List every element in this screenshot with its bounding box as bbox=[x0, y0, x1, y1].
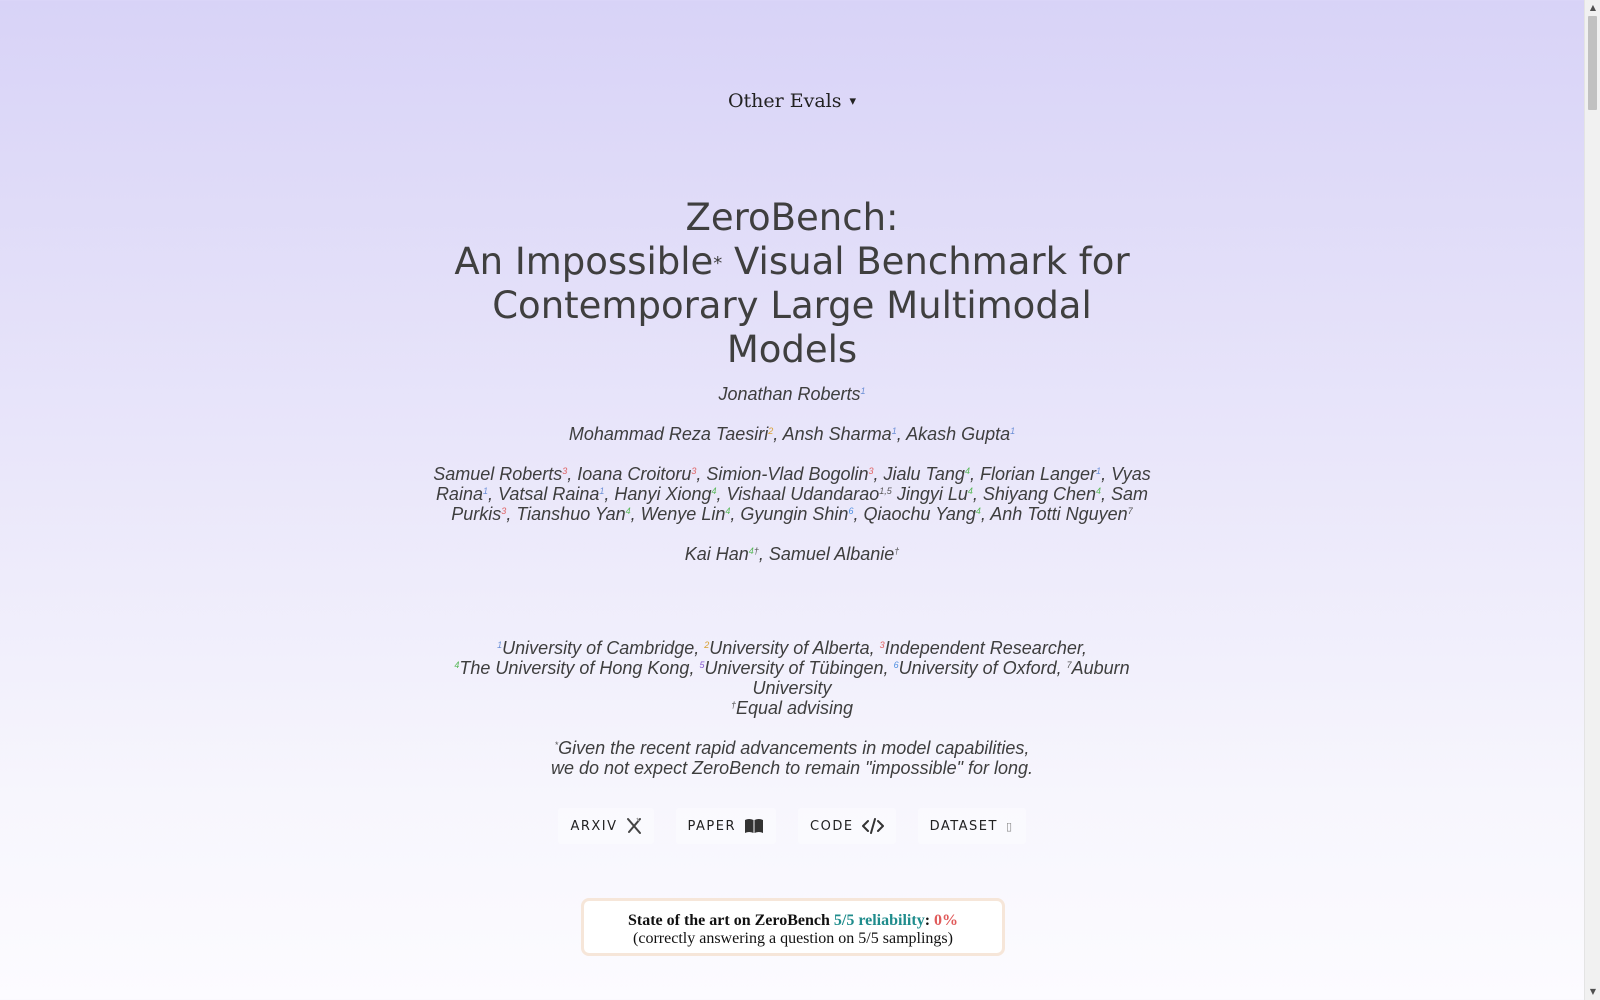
author-affiliation-mark: 3 bbox=[868, 466, 874, 476]
author-name: Ioana Croitoru bbox=[577, 464, 692, 484]
author-affiliation-mark: 1 bbox=[482, 486, 488, 496]
author-name: Gyungin Shin bbox=[740, 504, 849, 524]
code-label: CODE bbox=[810, 818, 854, 834]
author-name: Vatsal Raina bbox=[498, 484, 600, 504]
author-dagger-mark: † bbox=[894, 546, 900, 556]
author-name: Kai Han bbox=[684, 544, 749, 564]
author-separator: , bbox=[506, 504, 517, 524]
aff-mark-1: 1 bbox=[497, 640, 503, 650]
author-separator: , bbox=[980, 504, 991, 524]
author-affiliation-mark: 4 bbox=[975, 506, 981, 516]
dataset-icon: ▯ bbox=[1005, 819, 1014, 833]
arxiv-label: ARXIV bbox=[570, 818, 618, 834]
page-title bbox=[0, 196, 1584, 372]
author-affiliation-mark: 1 bbox=[891, 426, 897, 436]
author-group-2 bbox=[420, 424, 1164, 444]
author-separator: , bbox=[972, 484, 983, 504]
author-name: Jonathan Roberts bbox=[718, 384, 861, 404]
arxiv-button[interactable] bbox=[558, 808, 653, 844]
impossible-footnote bbox=[420, 738, 1164, 778]
affiliations-line-3 bbox=[420, 698, 1164, 718]
author-name: Akash Gupta bbox=[906, 424, 1011, 444]
book-icon bbox=[744, 818, 764, 834]
author-separator: , bbox=[716, 484, 727, 504]
author-affiliation-mark: 4 bbox=[748, 546, 754, 556]
author-name: Samuel Albanie bbox=[768, 544, 895, 564]
title-line-2a: An Impossible bbox=[454, 240, 714, 283]
author-name: Simion-Vlad Bogolin bbox=[706, 464, 869, 484]
title-line-2 bbox=[0, 240, 1584, 284]
arxiv-icon bbox=[626, 817, 642, 835]
author-separator: , bbox=[1101, 464, 1112, 484]
author-affiliation-mark: 1 bbox=[1010, 426, 1016, 436]
equal-advising-text: Equal advising bbox=[735, 698, 854, 718]
author-group-4 bbox=[420, 544, 1164, 564]
author-list bbox=[420, 384, 1164, 584]
affiliations-line-1 bbox=[420, 638, 1164, 658]
scroll-up-arrow-icon[interactable]: ▲ bbox=[1589, 3, 1597, 12]
author-separator: , bbox=[730, 504, 741, 524]
aff-alberta: University of Alberta, bbox=[709, 638, 880, 658]
author-name: Tianshuo Yan bbox=[516, 504, 626, 524]
caret-down-icon: ▾ bbox=[849, 93, 857, 109]
title-asterisk: * bbox=[713, 253, 723, 274]
link-buttons bbox=[0, 808, 1584, 844]
author-affiliation-mark: 6 bbox=[848, 506, 854, 516]
author-name: Jingyi Lu bbox=[896, 484, 968, 504]
author-name: Vyas Raina bbox=[435, 464, 1151, 504]
sota-box bbox=[581, 898, 1005, 956]
aff-oxford: University of Oxford, bbox=[898, 658, 1067, 678]
author-separator: , bbox=[758, 544, 769, 564]
author-separator: , bbox=[969, 464, 980, 484]
aff-auburn: Auburn University bbox=[752, 658, 1130, 698]
footnote-asterisk: * bbox=[554, 740, 559, 750]
author-separator: , bbox=[1101, 484, 1112, 504]
author-name: Hanyi Xiong bbox=[614, 484, 712, 504]
aff-mark-4: 4 bbox=[454, 660, 460, 670]
sota-colon: : bbox=[924, 912, 935, 929]
sota-subtitle: (correctly answering a question on 5/5 samplings) bbox=[633, 930, 953, 947]
author-name: Florian Langer bbox=[979, 464, 1097, 484]
author-affiliation-mark: 3 bbox=[501, 506, 507, 516]
author-group-1 bbox=[420, 384, 1164, 404]
author-affiliation-mark: 4 bbox=[967, 486, 973, 496]
author-separator: , bbox=[773, 424, 783, 444]
paper-label: PAPER bbox=[687, 818, 737, 834]
author-affiliation-mark: 3 bbox=[691, 466, 697, 476]
title-line-4: Models bbox=[726, 328, 858, 371]
footnote-text-1: Given the recent rapid advancements in model capabilities, bbox=[558, 738, 1030, 758]
author-affiliation-mark: 1 bbox=[860, 386, 866, 396]
author-dagger-mark: † bbox=[753, 546, 759, 556]
author-affiliation-mark: 4 bbox=[711, 486, 717, 496]
vertical-scrollbar[interactable] bbox=[1584, 0, 1600, 1000]
dataset-label: DATASET bbox=[929, 818, 998, 834]
aff-mark-2: 2 bbox=[704, 640, 710, 650]
author-name: Jialu Tang bbox=[883, 464, 965, 484]
aff-independent: Independent Researcher, bbox=[884, 638, 1087, 658]
author-affiliation-mark: 7 bbox=[1127, 506, 1133, 516]
author-separator: , bbox=[604, 484, 615, 504]
author-name: Ansh Sharma bbox=[782, 424, 892, 444]
equal-advising-mark: † bbox=[730, 700, 736, 710]
author-separator: , bbox=[853, 504, 864, 524]
affiliations-line-2 bbox=[420, 658, 1164, 698]
other-evals-label: Other Evals bbox=[727, 90, 842, 112]
author-separator: , bbox=[896, 424, 907, 444]
dataset-button[interactable] bbox=[918, 808, 1026, 844]
title-line-2b: Visual Benchmark for bbox=[722, 240, 1130, 283]
author-separator: , bbox=[696, 464, 707, 484]
scroll-thumb[interactable] bbox=[1588, 16, 1597, 110]
aff-mark-6: 6 bbox=[893, 660, 899, 670]
author-affiliation-mark: 1,5 bbox=[879, 486, 892, 496]
author-separator: , bbox=[630, 504, 641, 524]
sota-prefix: State of the art on ZeroBench bbox=[627, 912, 834, 929]
author-name: Vishaal Udandarao bbox=[726, 484, 880, 504]
author-affiliation-mark: 4 bbox=[725, 506, 731, 516]
sota-reliability: 5/5 reliability bbox=[833, 912, 925, 929]
code-button[interactable] bbox=[798, 808, 896, 844]
sota-value: 0% bbox=[934, 912, 959, 929]
aff-mark-5: 5 bbox=[699, 660, 705, 670]
top-nav bbox=[0, 90, 1584, 112]
author-name: Anh Totti Nguyen bbox=[990, 504, 1128, 524]
footnote-line-2: we do not expect ZeroBench to remain "impossible" for long. bbox=[550, 758, 1034, 778]
sota-line-1 bbox=[584, 912, 1002, 930]
title-line-1: ZeroBench: bbox=[685, 196, 899, 239]
author-name: Shiyang Chen bbox=[982, 484, 1096, 504]
aff-mark-7: 7 bbox=[1066, 660, 1072, 670]
author-group-3 bbox=[420, 464, 1164, 524]
author-separator: , bbox=[567, 464, 578, 484]
author-separator: , bbox=[487, 484, 498, 504]
paper-button[interactable] bbox=[676, 808, 777, 844]
author-separator: , bbox=[873, 464, 884, 484]
scroll-down-arrow-icon[interactable]: ▼ bbox=[1589, 987, 1597, 996]
author-affiliation-mark: 3 bbox=[562, 466, 568, 476]
author-affiliation-mark: 4 bbox=[625, 506, 631, 516]
affiliations bbox=[420, 638, 1164, 718]
code-icon bbox=[862, 818, 884, 834]
title-line-3: Contemporary Large Multimodal bbox=[492, 284, 1092, 327]
author-name: Samuel Roberts bbox=[433, 464, 563, 484]
aff-mark-3: 3 bbox=[879, 640, 885, 650]
author-name: Sam Purkis bbox=[451, 484, 1149, 524]
author-name: Qiaochu Yang bbox=[863, 504, 976, 524]
author-affiliation-mark: 1 bbox=[1096, 466, 1102, 476]
aff-hku: The University of Hong Kong, bbox=[459, 658, 700, 678]
author-affiliation-mark: 4 bbox=[1096, 486, 1102, 496]
author-affiliation-mark: 1 bbox=[599, 486, 605, 496]
author-affiliation-mark: 4 bbox=[964, 466, 970, 476]
author-name: Wenye Lin bbox=[640, 504, 726, 524]
aff-tubingen: University of Tübingen, bbox=[704, 658, 894, 678]
author-name: Mohammad Reza Taesiri bbox=[568, 424, 769, 444]
other-evals-dropdown[interactable] bbox=[728, 90, 856, 112]
footnote-line-1 bbox=[420, 738, 1164, 758]
aff-cambridge: University of Cambridge, bbox=[502, 638, 705, 658]
author-affiliation-mark: 2 bbox=[768, 426, 774, 436]
